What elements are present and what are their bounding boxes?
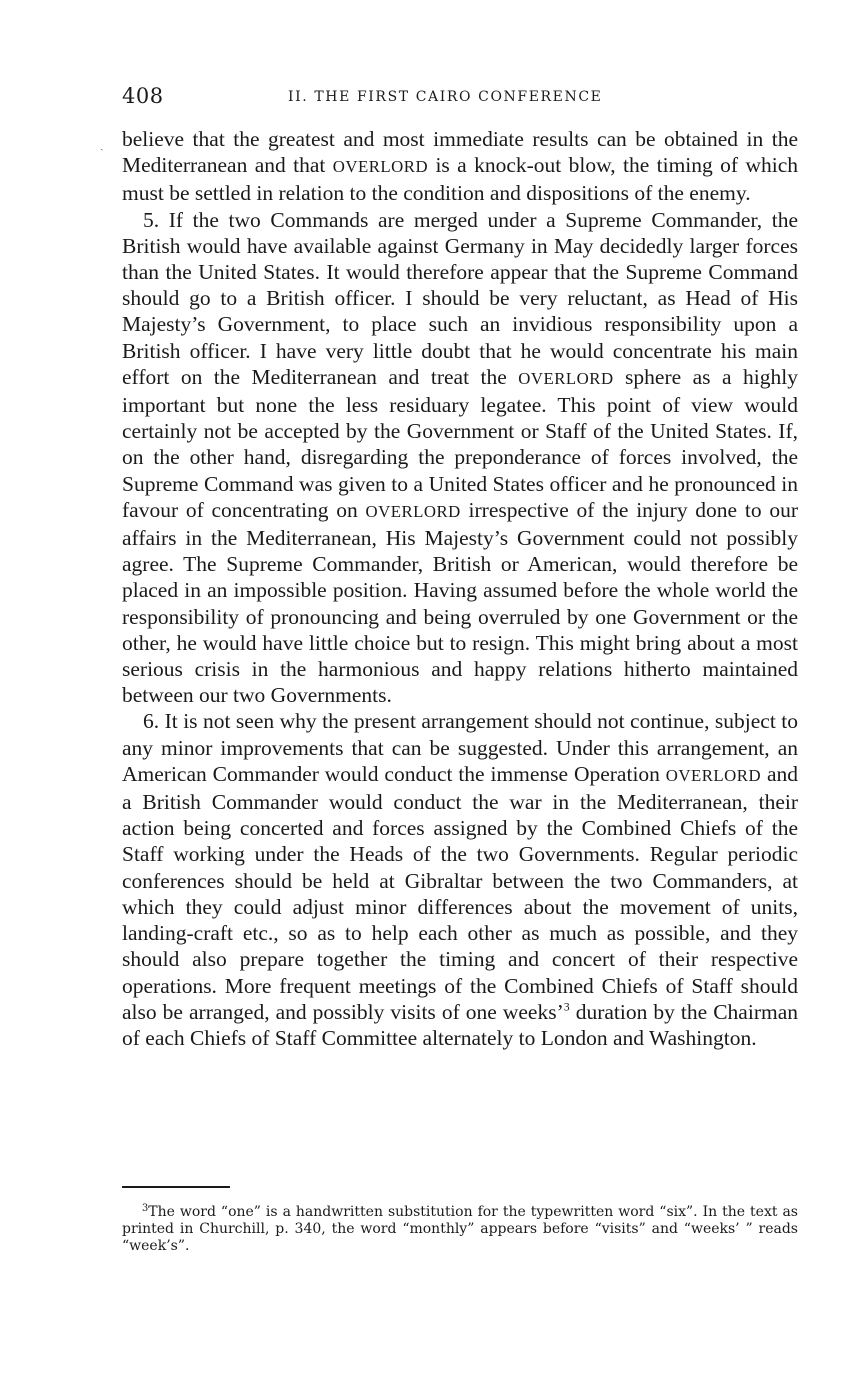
footnote [122, 1204, 798, 1255]
operation-name: OVERLORD [518, 368, 614, 388]
text-run: is a knock-out blow, the timing of which must be settled in relation to the condition and dispositions of the enemy. [122, 153, 798, 206]
operation-name: OVERLORD [365, 501, 461, 521]
text-run: believe that the greatest and most immediate results can be obtained in the Mediterranean and that [122, 127, 798, 178]
footnote-marker: 3 [142, 1203, 149, 1215]
text-run: and a British Commander would conduct the war in the Mediterranean, their action being concerted and forces assigned by the Combined Chiefs of the Staff working under the Heads of the two Governments. Regular periodic conferences should be held at Gibraltar between the two Commanders, at which they could adjust minor differences about the movement of units, landing-craft etc., so as to help each other as much as possible, and they should also prepare together the timing and concert of their respective operations. More frequent meetings of the Combined Chiefs of Staff should also be arranged, and possibly visits of one weeks’ [122, 761, 798, 1024]
text-run: irrespective of the injury done to our affairs in the Mediterranean, His Majesty’s Government could not possibly agree. The Supreme Commander, British or American, would therefore be placed in an impossible position. Having assumed before the whole world the responsibility of pronouncing and being overruled by one Government or the other, he would have little choice but to resign. This might bring about a most serious crisis in the harmonious and happy relations hitherto maintained between our two Governments. [122, 497, 798, 708]
text-run: sphere as a highly important but none the less residuary legatee. This point of view would certainly not be accepted by the Government or Staff of the United States. If, on the other hand, disregarding the preponderance of forces involved, the Supreme Command was given to a United States officer and he pronounced in favour of concentrating on [122, 364, 798, 522]
text-run: duration by the Chairman of each Chiefs of Staff Committee alternately to London and Washington. [122, 999, 798, 1050]
paragraph-5 [122, 207, 798, 709]
text-run: 5. If the two Commands are merged under a Supreme Commander, the British would have available against Germany in May decidedly larger forces than the United States. It would therefore appear that the Supreme Command should go to a British officer. I should be very reluctant, as Head of His Majesty’s Government, to place such an invidious responsibility upon a British officer. I have very little doubt that he would concentrate his main effort on the Mediterranean and treat the [122, 207, 798, 389]
running-head: II. THE FIRST CAIRO CONFERENCE [288, 89, 603, 105]
footnote-divider [122, 1186, 230, 1188]
footnote-text: The word “one” is a handwritten substitution for the typewritten word “six”. In the text as printed in Churchill, p. 340, the word “monthly” appears before “visits” and “weeks’ ” reads “week’s”. [122, 1204, 798, 1254]
paragraph-6 [122, 708, 798, 1051]
footnote-reference[interactable]: 3 [563, 999, 570, 1014]
page-header [122, 84, 798, 114]
body-text [122, 126, 798, 1051]
text-run: 6. It is not seen why the present arrangement should not continue, subject to any minor improvements that can be suggested. Under this arrangement, an American Commander would conduct the immense Operation [122, 709, 798, 786]
margin-mark: ˎ [100, 138, 104, 151]
operation-name: OVERLORD [332, 157, 429, 177]
page-number: 408 [122, 84, 164, 108]
paragraph-continuation [122, 126, 798, 207]
operation-name: OVERLORD [665, 765, 762, 785]
